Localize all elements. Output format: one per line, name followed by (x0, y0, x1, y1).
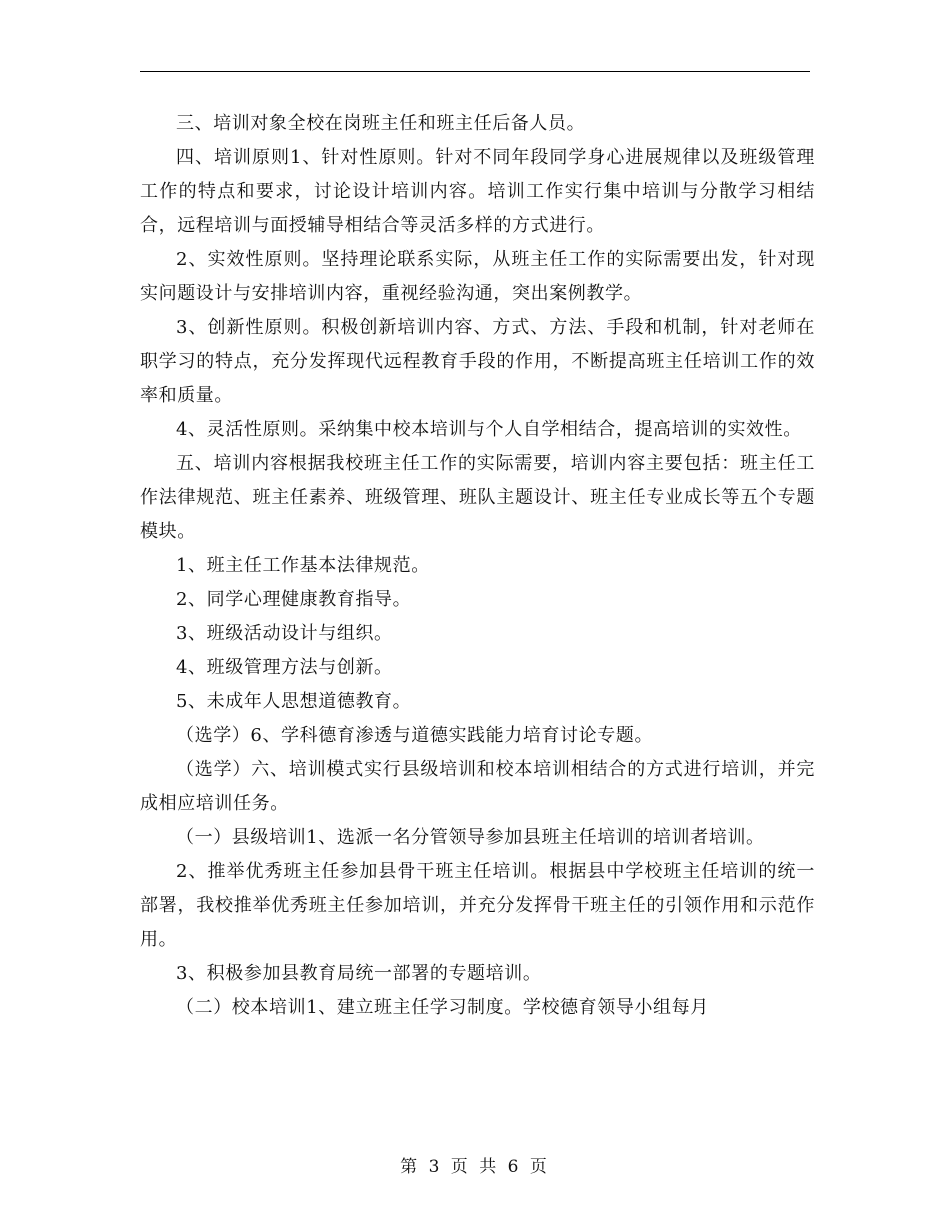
list-item: 5、未成年人思想道德教育。 (176, 691, 412, 712)
paragraph: 四、培训原则1、针对性原则。针对不同年段同学身心进展规律以及班级管理工作的特点和要求，讨论设计培训内容。培训工作实行集中培训与分散学习相结合，远程培训与面授辅导相结合等灵活多样的方式进行。 (140, 147, 815, 236)
paragraph: 三、培训对象全校在岗班主任和班主任后备人员。 (176, 113, 586, 134)
list-item: 2、同学心理健康教育指导。 (176, 589, 412, 610)
list-item: 4、班级管理方法与创新。 (176, 657, 393, 678)
paragraph: （二）校本培训1、建立班主任学习制度。学校德育领导小组每月 (176, 997, 709, 1018)
paragraph: （一）县级培训1、选派一名分管领导参加县班主任培训的培训者培训。 (176, 827, 765, 848)
page-number-footer: 第 3 页 共 6 页 (400, 1157, 550, 1177)
paragraph: 2、推举优秀班主任参加县骨干班主任培训。根据县中学校班主任培训的统一部署，我校推举优秀班主任参加培训，并充分发挥骨干班主任的引领作用和示范作用。 (140, 861, 815, 950)
list-item: （选学）6、学科德育渗透与道德实践能力培育讨论专题。 (176, 725, 654, 746)
paragraph: 3、创新性原则。积极创新培训内容、方式、方法、手段和机制，针对老师在职学习的特点，充分发挥现代远程教育手段的作用，不断提高班主任培训工作的效率和质量。 (140, 317, 815, 406)
paragraph: （选学）六、培训模式实行县级培训和校本培训相结合的方式进行培训，并完成相应培训任务。 (140, 759, 815, 814)
paragraph: 4、灵活性原则。采纳集中校本培训与个人自学相结合，提高培训的实效性。 (176, 419, 802, 440)
document-body (140, 107, 815, 1025)
paragraph: 五、培训内容根据我校班主任工作的实际需要，培训内容主要包括：班主任工作法律规范、班主任素养、班级管理、班队主题设计、班主任专业成长等五个专题模块。 (140, 453, 815, 542)
paragraph: 3、积极参加县教育局统一部署的专题培训。 (176, 963, 542, 984)
list-item: 1、班主任工作基本法律规范。 (176, 555, 430, 576)
header-rule (140, 71, 810, 72)
list-item: 3、班级活动设计与组织。 (176, 623, 393, 644)
paragraph: 2、实效性原则。坚持理论联系实际，从班主任工作的实际需要出发，针对现实问题设计与安排培训内容，重视经验沟通，突出案例教学。 (140, 249, 815, 304)
